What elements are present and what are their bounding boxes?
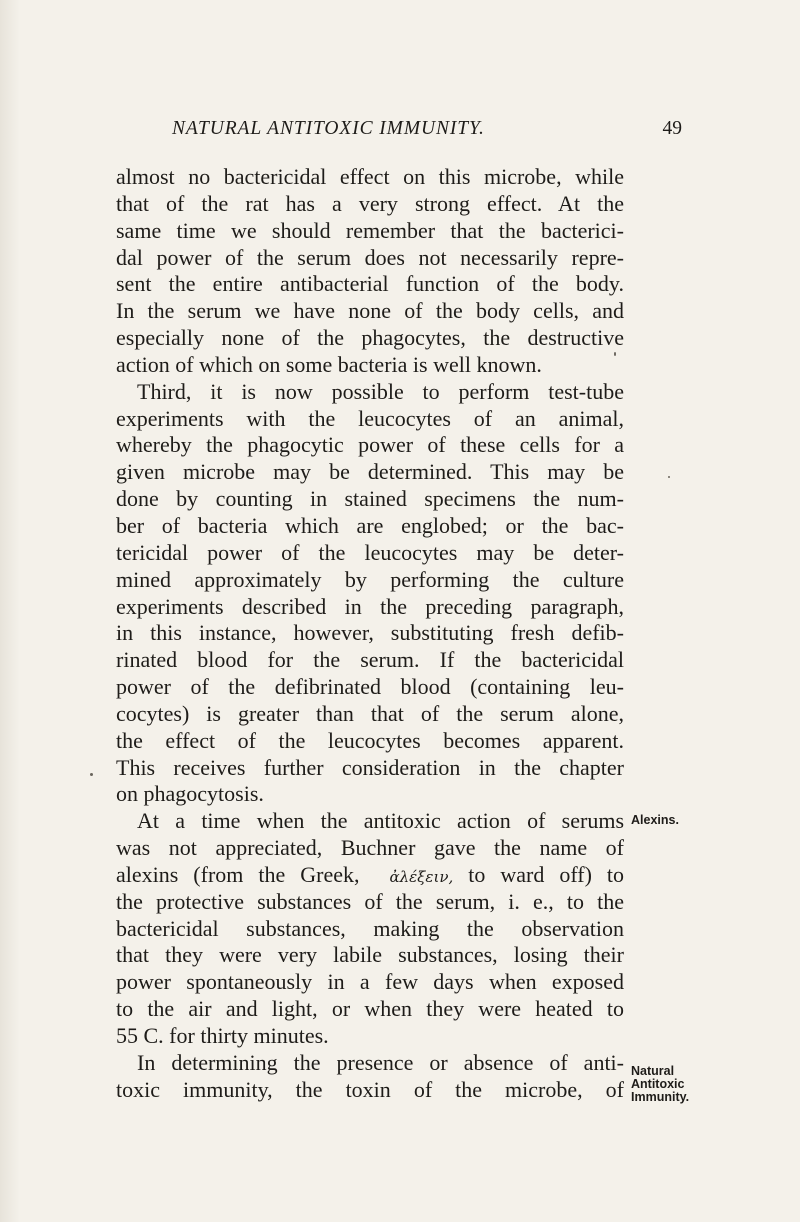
text-line: the effect of the leucocytes becomes apparent. xyxy=(116,727,624,753)
text-line: dal power of the serum does not necessarily repre- xyxy=(116,244,624,270)
text-line: same time we should remember that the bacterici- xyxy=(116,217,624,243)
text-line: was not appreciated, Buchner gave the name of xyxy=(116,835,624,861)
text-line: rinated blood for the serum. If the bactericidal xyxy=(116,647,624,673)
text-line: This receives further consideration in the chapter xyxy=(116,754,624,780)
text-line: done by counting in stained specimens the num- xyxy=(116,486,624,512)
page-edge xyxy=(0,0,20,1222)
text-line: bactericidal substances, making the observation xyxy=(116,915,624,941)
running-title: NATURAL ANTITOXIC IMMUNITY. xyxy=(172,118,485,139)
text-line: to the air and light, or when they were heated to xyxy=(116,996,624,1022)
text-line: the protective substances of the serum, i. e., to the xyxy=(116,888,624,914)
text-line: experiments described in the preceding paragraph, xyxy=(116,593,624,619)
margin-note-alexins xyxy=(631,814,679,827)
text-line: cocytes) is greater than that of the serum alone, xyxy=(116,700,624,726)
alexins-text-after: to ward off) to xyxy=(468,861,624,887)
text-line: ber of bacteria which are englobed; or the bac- xyxy=(116,512,624,538)
ink-speck xyxy=(90,773,93,776)
text-line: in this instance, however, substituting fresh defib- xyxy=(116,620,624,646)
text-line: that of the rat has a very strong effect. At the xyxy=(116,190,624,216)
ink-speck xyxy=(614,352,616,356)
text-line: mined approximately by performing the culture xyxy=(116,566,624,592)
margin-note-line: Immunity. xyxy=(631,1090,690,1104)
text-line: experiments with the leucocytes of an animal, xyxy=(116,405,624,431)
margin-note-natural-antitoxic-immunity xyxy=(631,1065,689,1104)
text-line: especially none of the phagocytes, the destructive xyxy=(116,325,624,351)
text-line: sent the entire antibacterial function of the body. xyxy=(116,271,624,297)
running-header xyxy=(172,118,682,144)
body-text xyxy=(116,164,624,1104)
text-line: given microbe may be determined. This may be xyxy=(116,459,624,485)
text-line: power of the defibrinated blood (containing leu- xyxy=(116,674,624,700)
ink-speck xyxy=(668,476,670,478)
text-line: At a time when the antitoxic action of serums xyxy=(137,808,624,834)
margin-note-line: Antitoxic xyxy=(631,1077,685,1091)
text-line: whereby the phagocytic power of these cells for a xyxy=(116,432,624,458)
text-line: tericidal power of the leucocytes may be deter- xyxy=(116,539,624,565)
text-line: action of which on some bacteria is well known. xyxy=(116,351,542,377)
text-line-alexins xyxy=(116,862,624,889)
text-line: 55 C. for thirty minutes. xyxy=(116,1023,329,1048)
text-line: that they were very labile substances, losing their xyxy=(116,942,624,968)
text-line: on phagocytosis. xyxy=(116,781,264,807)
text-line: power spontaneously in a few days when exposed xyxy=(116,969,624,995)
text-line: Third, it is now possible to perform test-tube xyxy=(137,378,624,404)
text-line: In determining the presence or absence of anti- xyxy=(137,1049,624,1075)
margin-note-alexins-label: Alexins. xyxy=(631,813,679,827)
text-line: almost no bactericidal effect on this microbe, while xyxy=(116,164,624,189)
page-number: 49 xyxy=(662,118,682,139)
margin-note-line: Natural xyxy=(631,1064,675,1078)
text-line: In the serum we have none of the body cells, and xyxy=(116,298,624,324)
alexins-text-before: alexins (from the Greek, xyxy=(116,861,360,887)
text-line: toxic immunity, the toxin of the microbe, of xyxy=(116,1076,624,1102)
greek-word: ἀλέξειν, xyxy=(389,867,454,886)
